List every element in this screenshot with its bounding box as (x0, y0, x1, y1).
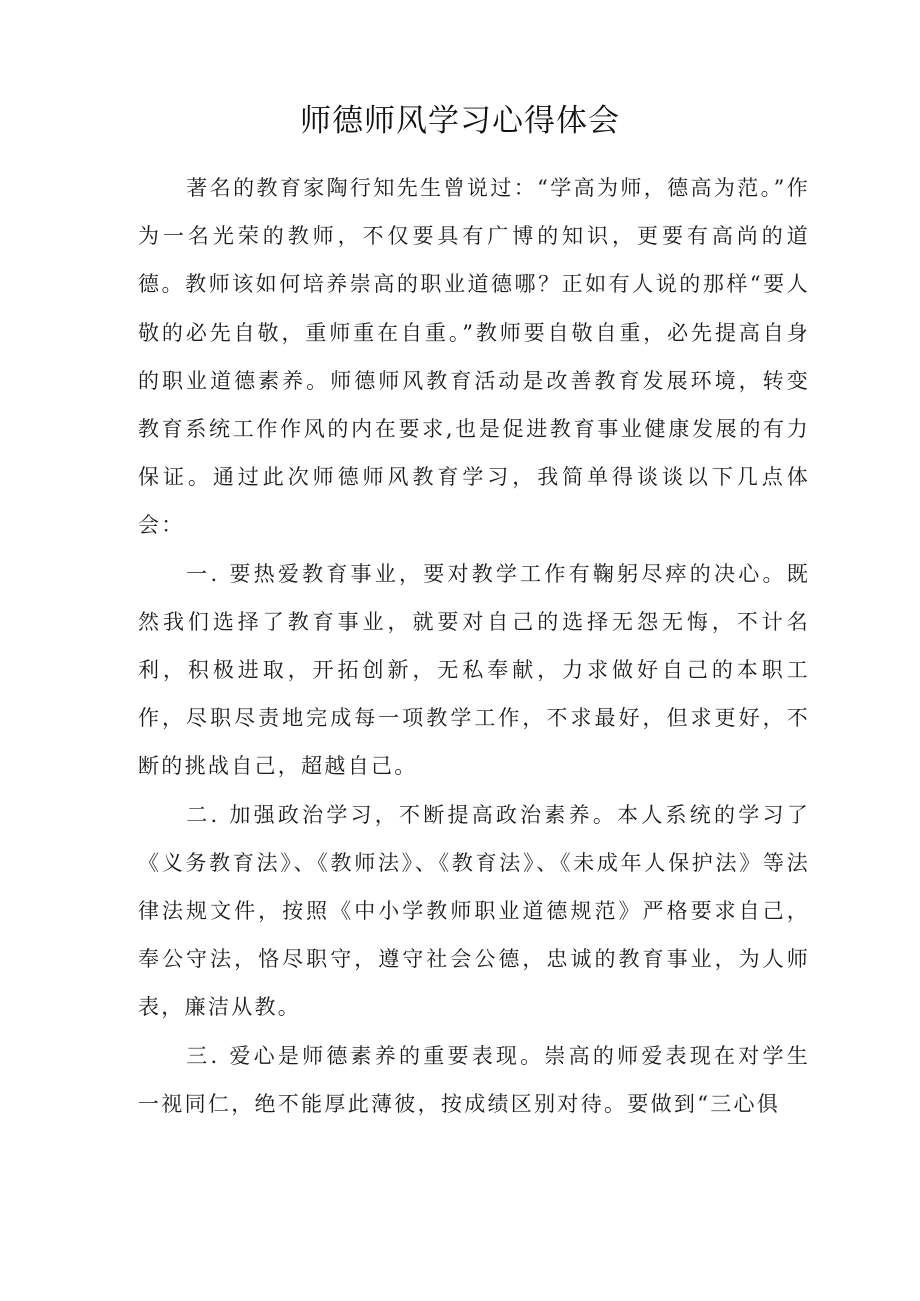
document-title: 师德师风学习心得体会 (300, 103, 620, 139)
paragraph-intro: 著名的教育家陶行知先生曾说过：“学高为师，德高为范。”作为一名光荣的教师，不仅要具有广博的知识，更要有高尚的道德。教师该如何培养崇高的职业道德哪？正如有人说的那样“要人敬的必先自敬，重师重在自重。”教师要自敬自重，必先提高自身的职业道德素养。师德师风教育活动是改善教育发展环境，转变教育系统工作作风的内在要求,也是促进教育事业健康发展的有力保证。通过此次师德师风教育学习，我简单得谈谈以下几点体会： (138, 176, 810, 538)
paragraph-point-one: 一. 要热爱教育事业，要对教学工作有鞠躬尽瘁的决心。既然我们选择了教育事业，就要对自己的选择无怨无悔，不计名利，积极进取，开拓创新，无私奉献，力求做好自己的本职工作，尽职尽责地完成每一项教学工作，不求最好，但求更好，不断的挑战自己，超越自己。 (138, 561, 810, 779)
document-body (138, 164, 810, 1128)
paragraph-point-three: 三. 爱心是师德素养的重要表现。崇高的师爱表现在对学生一视同仁，绝不能厚此薄彼，按成绩区别对待。要做到“三心俱 (138, 1043, 810, 1116)
paragraph-point-two: 二. 加强政治学习，不断提高政治素养。本人系统的学习了《义务教育法》、《教师法》、《教育法》、《未成年人保护法》等法律法规文件，按照《中小学教师职业道德规范》严格要求自己，奉公守法，恪尽职守，遵守社会公德，忠诚的教育事业，为人师表，廉洁从教。 (138, 802, 810, 1020)
